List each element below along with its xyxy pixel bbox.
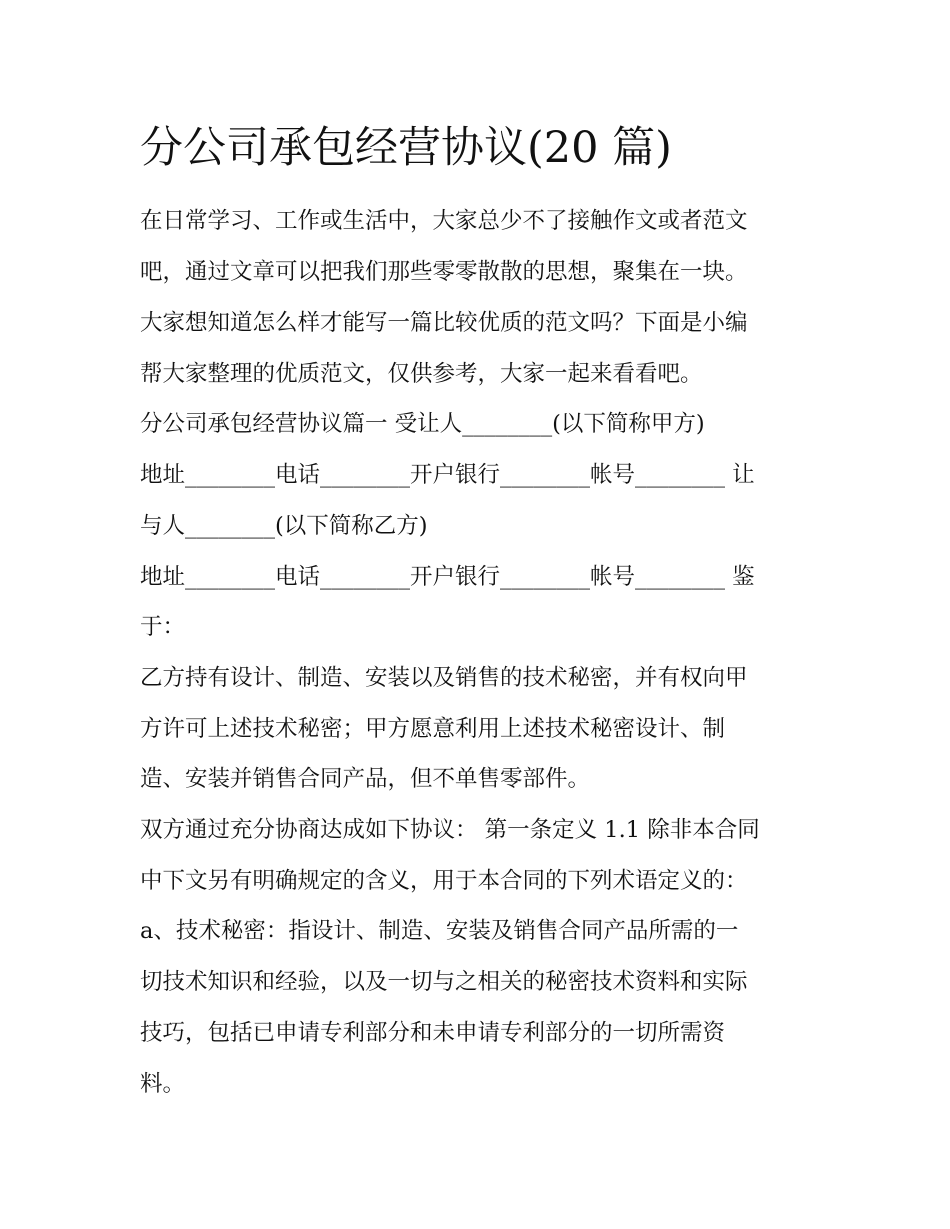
paragraph-line: 大家想知道怎么样才能写一篇比较优质的范文吗？下面是小编 [140,310,748,336]
paragraph-line: 在日常学习、工作或生活中，大家总少不了接触作文或者范文 [140,208,748,234]
paragraph-line: 方许可上述技术秘密；甲方愿意利用上述技术秘密设计、制 [140,716,726,742]
document-title: 分公司承包经营协议(20 篇) [140,123,672,173]
paragraph-line: 吧，通过文章可以把我们那些零零散散的思想，聚集在一块。 [140,259,748,285]
paragraph-line: 双方通过充分协商达成如下协议： 第一条定义 1.1 除非本合同 [140,817,760,843]
paragraph-line: 于： [140,614,186,640]
paragraph-line: 乙方持有设计、制造、安装以及销售的技术秘密，并有权向甲 [140,665,748,691]
paragraph-line: 与人________(以下简称乙方) [140,513,428,539]
paragraph-line: 分公司承包经营协议篇一 受让人________(以下简称甲方) [140,411,705,437]
paragraph-line: 切技术知识和经验，以及一切与之相关的秘密技术资料和实际 [140,969,748,995]
paragraph-line: 中下文另有明确规定的含义，用于本合同的下列术语定义的： [140,868,748,894]
paragraph-line: a、技术秘密：指设计、制造、安装及销售合同产品所需的一 [140,918,739,944]
paragraph-line: 料。 [140,1071,186,1097]
paragraph-line: 帮大家整理的优质范文，仅供参考，大家一起来看看吧。 [140,361,703,387]
paragraph-line: 技巧，包括已申请专利部分和未申请专利部分的一切所需资 [140,1020,726,1046]
paragraph-line: 地址________电话________开户银行________帐号________ 鉴 [140,564,755,590]
paragraph-line: 地址________电话________开户银行________帐号________ 让 [140,462,755,488]
paragraph-line: 造、安装并销售合同产品，但不单售零部件。 [140,766,591,792]
